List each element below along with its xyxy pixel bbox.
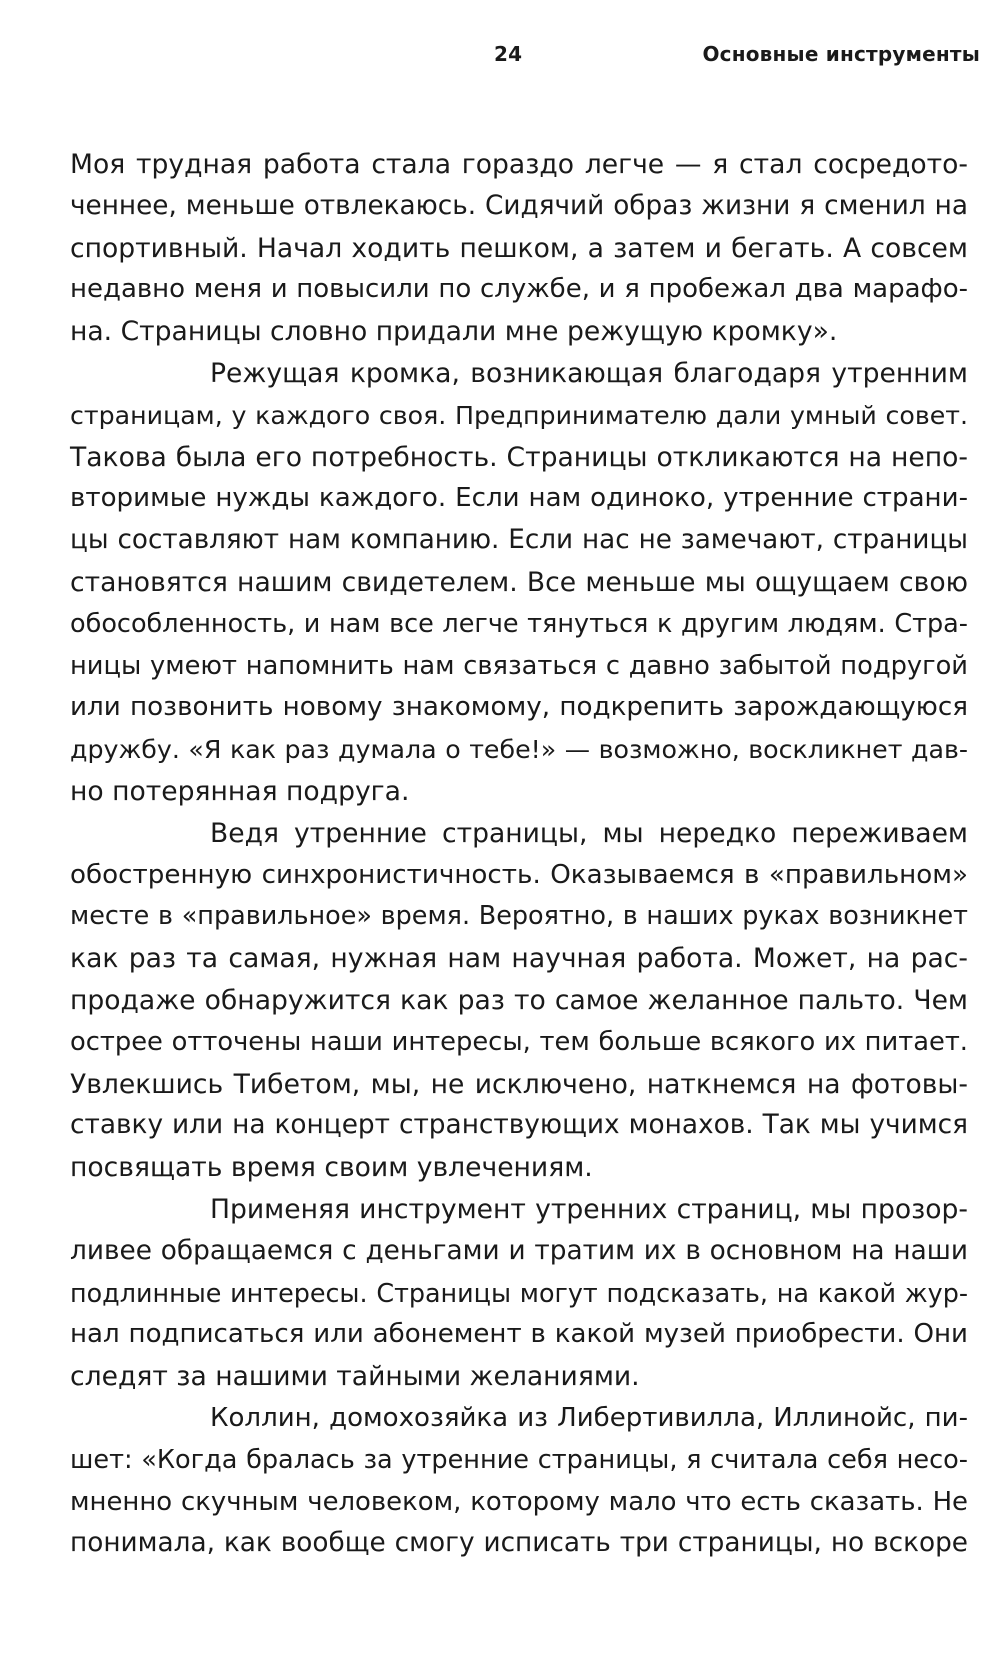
text-line: посвящать время своим увлечениям.: [70, 1152, 593, 1184]
text-line: обособленность, и нам все легче тянуться к другим людям. Стра-: [70, 608, 968, 639]
text-line: Коллин, домохозяйка из Либертивилла, Иллинойс, пи-: [210, 1402, 968, 1433]
paragraph: [70, 353, 968, 813]
text-line: спортивный. Начал ходить пешком, а затем и бегать. А совсем: [70, 232, 968, 264]
text-line: Такова была его потребность. Страницы откликаются на непо-: [70, 441, 968, 473]
text-line: недавно меня и повысили по службе, и я пробежал два марафо-: [70, 274, 968, 305]
text-line: на. Страницы словно придали мне режущую кромку».: [70, 316, 838, 348]
text-line: мненно скучным человеком, которому мало что есть сказать. Не: [70, 1486, 968, 1517]
text-line: дружбу. «Я как раз думала о тебе!» — возможно, воскликнет дав-: [70, 735, 968, 765]
chapter-title: Основные инструменты: [702, 42, 980, 66]
text-line: Моя трудная работа стала гораздо легче — я стал сосредото-: [70, 149, 968, 180]
text-line: страницам, у каждого своя. Предпринимателю дали умный совет.: [70, 400, 968, 430]
text-line: Увлекшись Тибетом, мы, не исключено, наткнемся на фотовы-: [70, 1068, 968, 1100]
text-line: цы составляют нам компанию. Если нас не замечают, страницы: [70, 525, 968, 556]
text-line: Ведя утренние страницы, мы нередко переживаем: [210, 817, 968, 849]
text-line: вторимые нужды каждого. Если нам одиноко, утренние страни-: [70, 483, 968, 514]
text-line: ченнее, меньше отвлекаюсь. Сидячий образ жизни я сменил на: [70, 190, 968, 221]
running-head: [0, 42, 1000, 72]
text-line: Режущая кромка, возникающая благодаря утренним: [210, 357, 968, 389]
text-line: или позвонить новому знакомому, подкрепить зарождающуюся: [70, 692, 968, 723]
text-line: ливее обращаемся с деньгами и тратим их в основном на наши: [70, 1235, 968, 1266]
page-number: 24: [494, 42, 523, 66]
text-line: как раз та самая, нужная нам научная работа. Может, на рас-: [70, 943, 968, 975]
text-line: понимала, как вообще смогу исписать три страницы, но вскоре: [70, 1528, 968, 1559]
text-line: месте в «правильное» время. Вероятно, в наших руках возникнет: [70, 901, 968, 932]
paragraph: [70, 1189, 968, 1398]
body-text: [70, 144, 968, 1565]
paragraph: [70, 813, 968, 1189]
text-line: следят за нашими тайными желаниями.: [70, 1361, 640, 1393]
text-line: но потерянная подруга.: [70, 775, 410, 807]
text-line: Применяя инструмент утренних страниц, мы прозор-: [210, 1193, 968, 1225]
text-line: становятся нашим свидетелем. Все меньше мы ощущаем свою: [70, 566, 968, 598]
paragraph: [70, 1398, 968, 1565]
text-line: обостренную синхронистичность. Оказываемся в «правильном»: [70, 859, 968, 890]
text-line: продаже обнаружится как раз то самое желанное пальто. Чем: [70, 984, 968, 1016]
text-line: ставку или на концерт странствующих монахов. Так мы учимся: [70, 1110, 968, 1141]
text-line: ницы умеют напомнить нам связаться с давно забытой подругой: [70, 650, 968, 681]
text-line: шет: «Когда бралась за утренние страницы, я считала себя несо-: [70, 1444, 968, 1475]
text-line: нал подписаться или абонемент в какой музей приобрести. Они: [70, 1319, 968, 1350]
text-line: подлинные интересы. Страницы могут подсказать, на какой жур-: [70, 1277, 968, 1308]
text-line: острее отточены наши интересы, тем больше всякого их питает.: [70, 1026, 968, 1057]
paragraph: [70, 144, 968, 353]
